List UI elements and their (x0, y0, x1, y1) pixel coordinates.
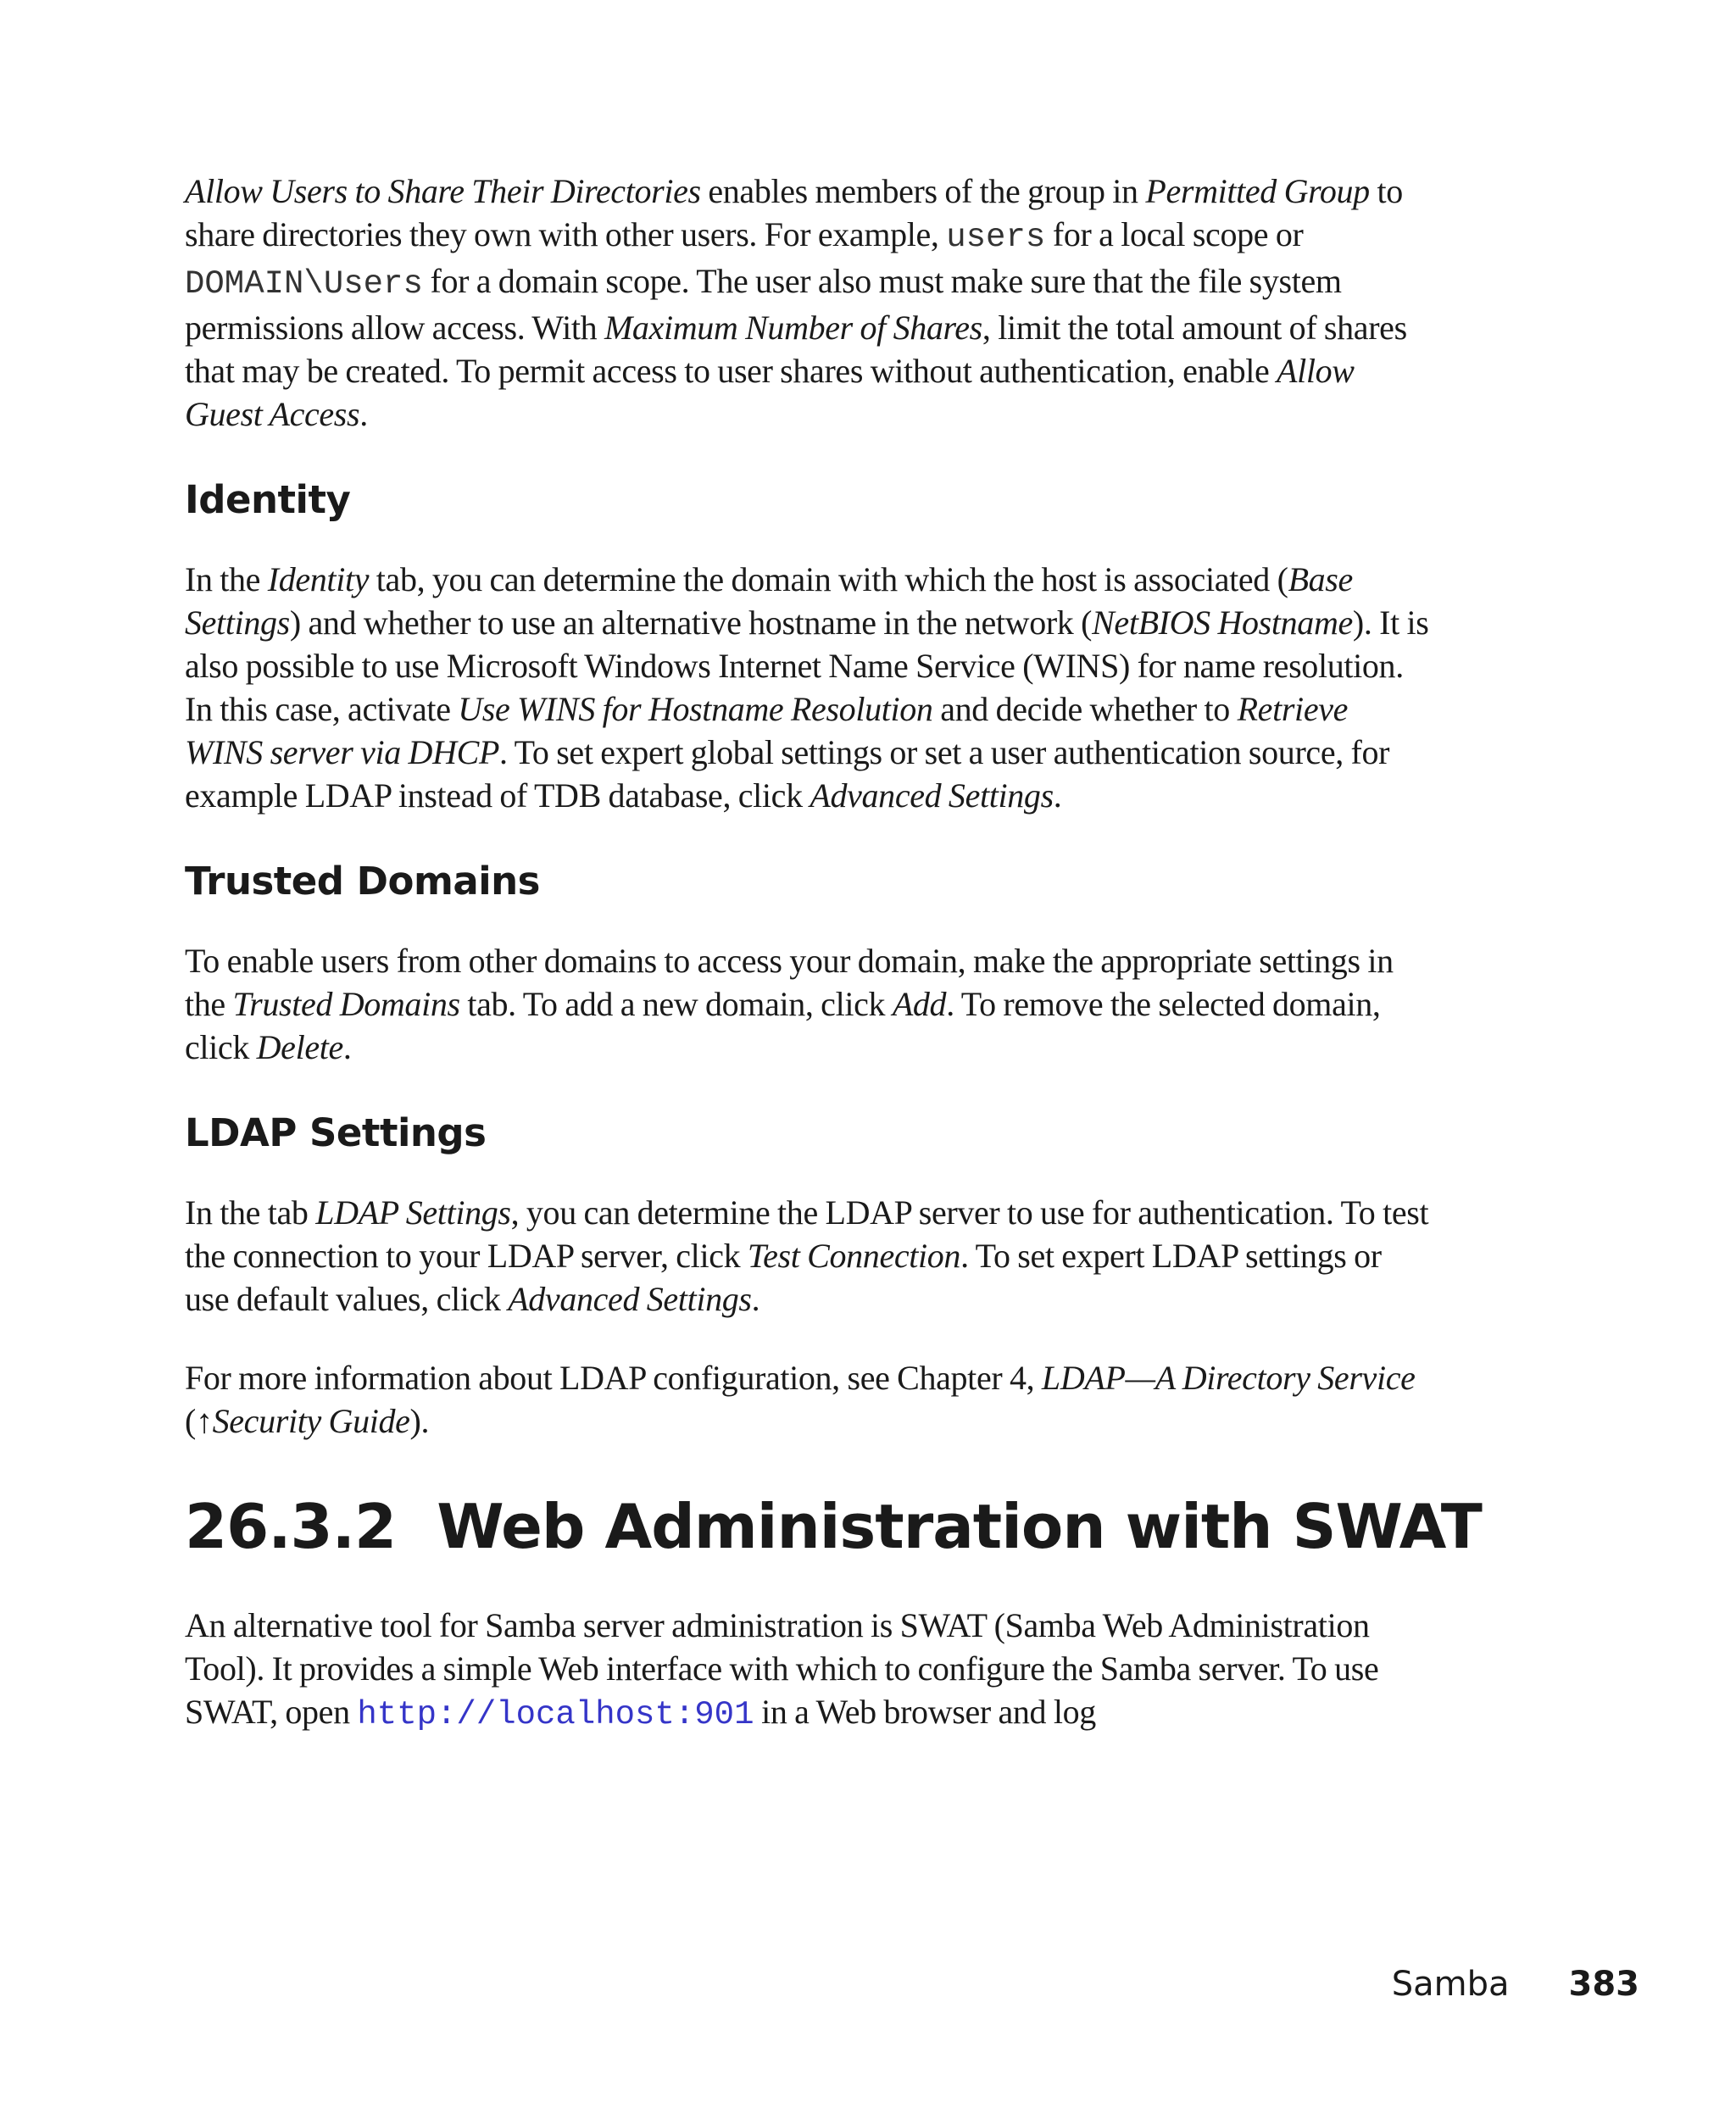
text: . (1053, 776, 1062, 815)
text: , you can determine the LDAP server to use for authentication. To test the connection to your LDAP server, click (185, 1193, 1429, 1275)
page-footer (1392, 1965, 1639, 2004)
identity-heading: Identity (185, 477, 351, 522)
code-users: users (946, 219, 1046, 256)
text: . To set expert LDAP settings or use default values, click (185, 1237, 1382, 1318)
text: An alternative tool for Samba server administration is SWAT (Samba Web Administration Tool). It provides a simple Web interface with which to configure the Samba server. To use SWAT, open (185, 1606, 1379, 1731)
text: in a Web browser and log (754, 1693, 1096, 1731)
option-name: Test Connection (747, 1237, 961, 1275)
text: . (751, 1280, 760, 1318)
text: for a local scope or (1045, 215, 1304, 253)
text: . (359, 395, 368, 433)
ldap-settings-heading: LDAP Settings (185, 1110, 487, 1155)
ldap-settings-paragraph (185, 1191, 1431, 1321)
option-name: Identity (267, 560, 370, 598)
trusted-domains-heading: Trusted Domains (185, 859, 540, 904)
text: ). It is also possible to use Microsoft Windows Internet Name Service (WINS) for name resolution. In this case, activate (185, 603, 1429, 728)
option-name: LDAP Settings (315, 1193, 511, 1232)
option-name: Allow Users to Share Their Directories (185, 172, 701, 210)
swat-paragraph (185, 1604, 1431, 1737)
option-name: Advanced Settings (508, 1280, 752, 1318)
text: ) and whether to use an alternative hostname in the network ( (289, 603, 1093, 642)
option-name: Use WINS for Hostname Resolution (458, 690, 933, 728)
text: tab. To add a new domain, click (459, 985, 893, 1023)
option-name: Trusted Domains (232, 985, 460, 1023)
page-body (185, 170, 1482, 1737)
swat-url-link[interactable]: http://localhost:901 (357, 1696, 754, 1733)
text: . To remove the selected domain, click (185, 985, 1381, 1066)
swat-section-heading: 26.3.2 Web Administration with SWAT (185, 1491, 1482, 1562)
identity-paragraph (185, 558, 1431, 817)
option-name: Add (892, 985, 947, 1023)
option-name: Advanced Settings (810, 776, 1054, 815)
text: , limit the total amount of shares that may be created. To permit access to user shares without authentication, enable (185, 309, 1407, 390)
text: In the (185, 560, 268, 598)
page-number: 383 (1568, 1965, 1639, 2004)
text: (↑ (185, 1402, 213, 1440)
ldap-reference-paragraph (185, 1356, 1431, 1443)
intro-paragraph (185, 170, 1431, 436)
option-name: Maximum Number of Shares (604, 309, 982, 347)
footer-section-title: Samba (1391, 1965, 1510, 2004)
option-name: NetBIOS Hostname (1092, 603, 1353, 642)
text: . To set expert global settings or set a user authentication source, for example LDAP instead of TDB database, click (185, 733, 1390, 815)
text: In the tab (185, 1193, 316, 1232)
option-name: Allow Guest Access (185, 352, 1355, 433)
cross-reference: Security Guide (212, 1402, 410, 1440)
option-name: Permitted Group (1145, 172, 1370, 210)
option-name: Delete (256, 1028, 343, 1066)
cross-reference: LDAP—A Directory Service (1041, 1359, 1416, 1397)
text: for a domain scope. The user also must make sure that the file system permissions allow access. With (185, 262, 1342, 347)
text: to share directories they own with other users. For example, (185, 172, 1403, 253)
code-domain-users: DOMAIN\Users (185, 265, 423, 303)
text: and decide whether to (932, 690, 1238, 728)
text: To enable users from other domains to access your domain, make the appropriate settings in the (185, 942, 1394, 1023)
text: For more information about LDAP configuration, see Chapter 4, (185, 1359, 1042, 1397)
trusted-domains-paragraph (185, 939, 1431, 1069)
text: . (342, 1028, 352, 1066)
option-name: Retrieve WINS server via DHCP (185, 690, 1349, 771)
text: ). (409, 1402, 430, 1440)
text: enables members of the group in (700, 172, 1146, 210)
text: tab, you can determine the domain with which the host is associated ( (369, 560, 1288, 598)
option-name: Base Settings (185, 560, 1353, 642)
